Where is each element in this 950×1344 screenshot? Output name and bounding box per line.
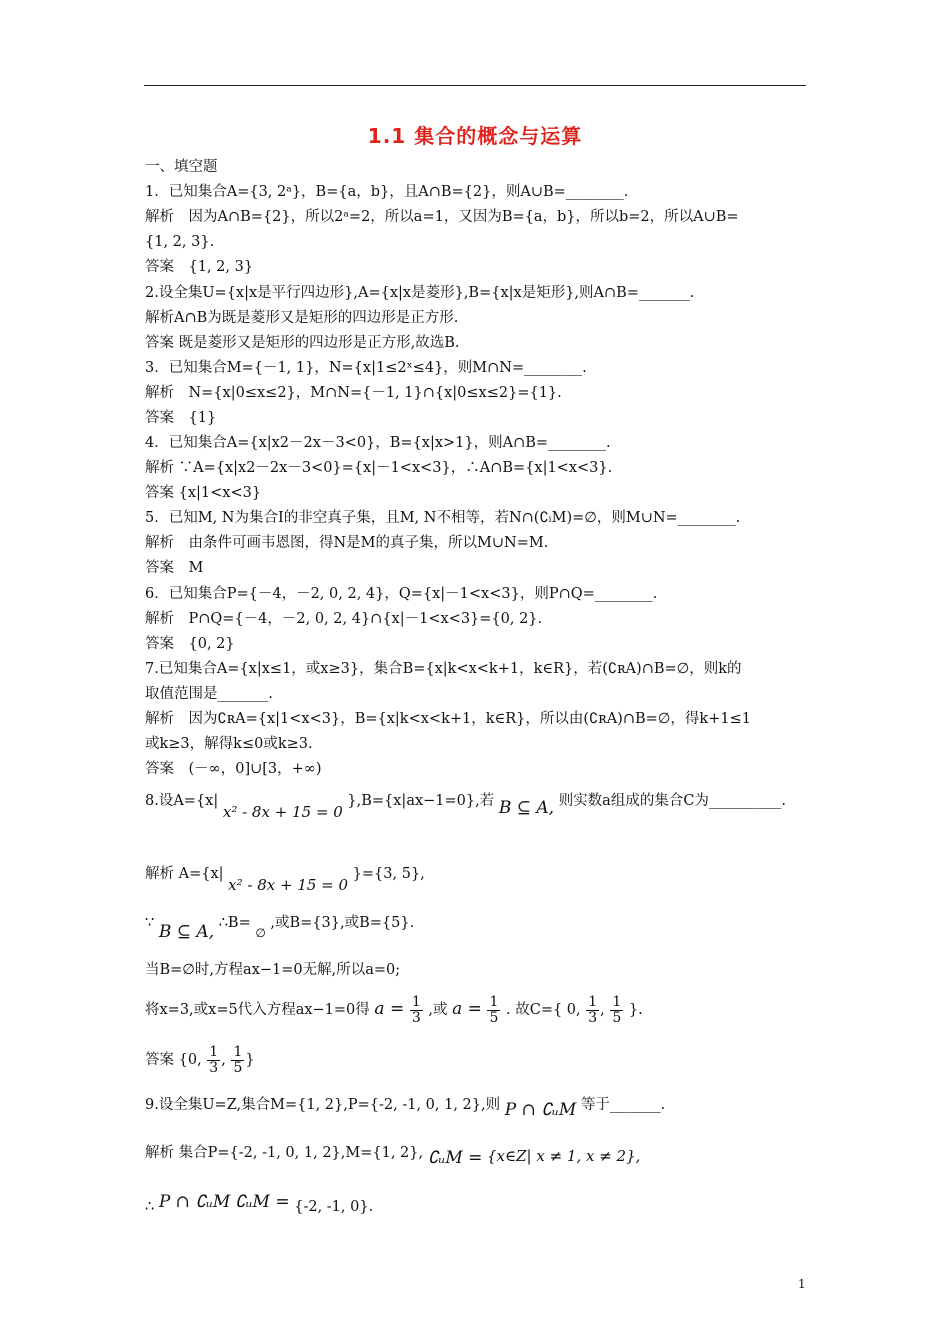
text-line: 解析 因为∁ʀA={x|1<x<3}，B={x|k<x<k+1，k∈R}，所以由(∁ʀA)∩B=∅，得k+1≤1	[145, 711, 751, 727]
fraction-one-third: $\frac{1}{3}$	[209, 1043, 219, 1076]
section-heading: 一、填空题	[145, 159, 218, 175]
header-rule	[144, 85, 806, 86]
q9-expression: P ∩ ∁ᵤM	[504, 1100, 577, 1120]
text-line: 解析 由条件可画韦恩图，得N是M的真子集，所以M∪N=M.	[145, 535, 549, 551]
text-line: 答案 {0, 2}	[145, 636, 235, 652]
text-line: {1, 2, 3}.	[145, 234, 215, 250]
q8-analysis-line: 解析 A={x| x² - 8x + 15 = 0 }={3, 5},	[145, 866, 425, 894]
text-line: 解析A∩B为既是菱形又是矩形的四边形是正方形.	[145, 310, 459, 326]
q9-analysis-line: 解析 集合P={-2, -1, 0, 1, 2},M={1, 2}, ∁ᵤM = {x∈Z| x ≠ 1, x ≠ 2},	[145, 1145, 641, 1168]
text-line: 3．已知集合M={－1, 1}，N={x|1≤2ˣ≤4}，则M∩N=________.	[145, 360, 587, 376]
page-number: 1	[798, 1277, 806, 1291]
q8-equation: x² - 8x + 15 = 0	[222, 803, 343, 821]
q8-equation: x² - 8x + 15 = 0	[228, 876, 349, 894]
q8-substitute-line: 将x=3,或x=5代入方程ax−1=0得 a = $\frac{1}{3}$ ,或 a = $\frac{1}{5}$ . 故C={ 0, $\frac{1}{3}$ , $\frac{1}{5}$ }.	[145, 993, 643, 1026]
q8-when-line: 当B=∅时,方程ax−1=0无解,所以a=0;	[145, 962, 401, 978]
text-line: 答案 M	[145, 560, 204, 576]
text-line: 4．已知集合A={x|x2－2x－3<0}，B={x|x>1}，则A∩B=________.	[145, 435, 611, 451]
text-line: 7.已知集合A={x|x≤1，或x≥3}，集合B={x|k<x<k+1，k∈R}，若(∁ʀA)∩B=∅，则k的	[145, 661, 742, 677]
q8-subset: B ⊆ A,	[498, 798, 555, 818]
text-line: 或k≥3，解得k≤0或k≥3.	[145, 736, 313, 752]
text-line: 解析 P∩Q={－4，－2, 0, 2, 4}∩{x|－1<x<3}={0, 2}.	[145, 611, 543, 627]
fraction-one-fifth: $\frac{1}{5}$	[233, 1043, 243, 1076]
q8-since-line: ∵ B ⊆ A, ∴B= $_\emptyset$ ,或B={3},或B={5}.	[145, 915, 415, 942]
fraction-one-fifth: $\frac{1}{5}$	[489, 993, 499, 1026]
empty-set-symbol: ∅	[255, 926, 266, 940]
fraction-one-third: $\frac{1}{3}$	[588, 993, 598, 1026]
text-line: 6．已知集合P={－4，－2, 0, 2, 4}，Q={x|－1<x<3}，则P∩Q=________.	[145, 586, 658, 602]
text-line: 答案 {x|1<x<3}	[145, 485, 262, 501]
text-line: 取值范围是_______.	[145, 686, 273, 702]
q9-expression: P ∩ ∁ᵤM	[158, 1192, 231, 1212]
q9-line: 9.设全集U=Z,集合M={1, 2},P={-2, -1, 0, 1, 2},则 P ∩ ∁ᵤM 等于_______.	[145, 1097, 666, 1120]
fraction-one-fifth: $\frac{1}{5}$	[612, 993, 622, 1026]
text-line: 5．已知M, N为集合I的非空真子集，且M, N不相等，若N∩(∁ᵢM)=∅，则M∪N=________.	[145, 510, 741, 526]
text-line: 解析 ∵A={x|x2－2x－3<0}={x|－1<x<3}，∴A∩B={x|1<x<3}.	[145, 460, 613, 476]
q9-set: {x∈Z| x ≠ 1, x ≠ 2},	[486, 1147, 641, 1165]
text-line: 解析 N={x|0≤x≤2}，M∩N={－1, 1}∩{x|0≤x≤2}={1}.	[145, 385, 562, 401]
text-line: 1．已知集合A={3, 2ᵃ}，B={a，b}，且A∩B={2}，则A∪B=________.	[145, 184, 629, 200]
q9-result-line: ∴ P ∩ ∁ᵤM ∁ᵤM = {-2, -1, 0}.	[145, 1192, 374, 1215]
q8-line: 8.设A={x| x² - 8x + 15 = 0 },B={x|ax−1=0},若 B ⊆ A, 则实数a组成的集合C为__________.	[145, 793, 787, 821]
q8-subset: B ⊆ A,	[158, 922, 215, 942]
q9-complement: ∁ᵤM =	[427, 1148, 483, 1168]
page-title: 1.1 集合的概念与运算	[367, 124, 583, 148]
q8-answer-line: 答案 {0, $\frac{1}{3}$ , $\frac{1}{5}$ }	[145, 1043, 255, 1076]
text-line: 答案 既是菱形又是矩形的四边形是正方形,故选B.	[145, 335, 460, 351]
fraction-one-third: $\frac{1}{3}$	[411, 993, 421, 1026]
text-line: 解析 因为A∩B={2}，所以2ᵃ=2，所以a=1，又因为B={a，b}，所以b=2，所以A∪B=	[145, 209, 739, 225]
text-line: 2.设全集U={x|x是平行四边形},A={x|x是菱形},B={x|x是矩形},则A∩B=_______.	[145, 285, 695, 301]
text-line: 答案 {1}	[145, 410, 217, 426]
text-line: 答案 {1, 2, 3}	[145, 259, 254, 275]
text-line: 答案 (－∞，0]∪[3，+∞)	[145, 761, 322, 777]
